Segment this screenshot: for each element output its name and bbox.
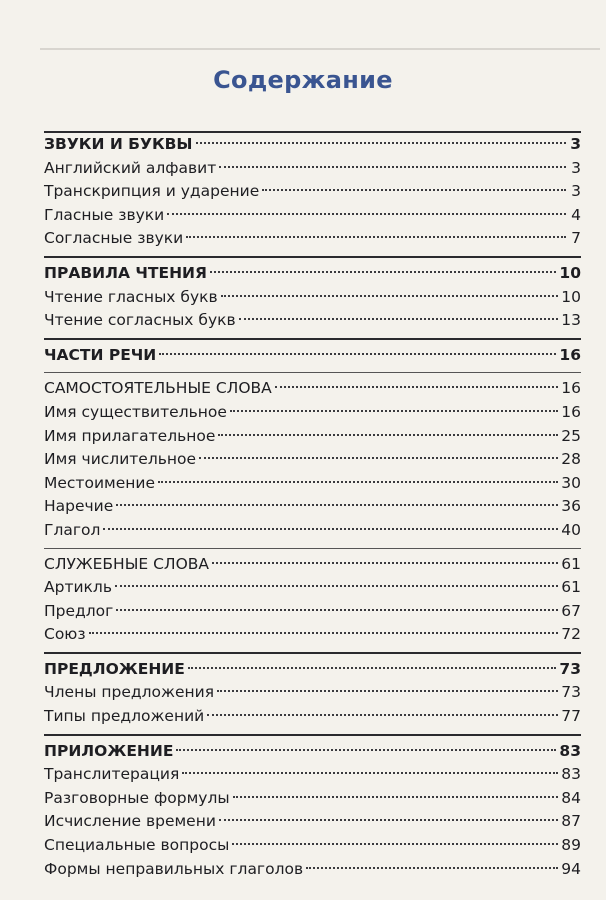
- toc-page-number: 89: [561, 836, 581, 855]
- toc-subheading-title: СЛУЖЕБНЫЕ СЛОВА: [44, 554, 210, 573]
- toc-heading[interactable]: [44, 658, 581, 682]
- toc-entry-title: Чтение гласных букв: [44, 287, 218, 306]
- dot-leader: [199, 456, 558, 459]
- toc-entry[interactable]: [44, 810, 581, 834]
- toc-page-number: 73: [561, 683, 581, 702]
- toc-entry-title: Глагол: [44, 520, 101, 539]
- toc-entry[interactable]: [44, 309, 581, 333]
- toc-entry[interactable]: [44, 472, 581, 496]
- toc-heading-title: ПРЕДЛОЖЕНИЕ: [44, 659, 185, 678]
- toc-entry[interactable]: [44, 705, 581, 729]
- toc-entry-title: Разговорные формулы: [44, 788, 230, 807]
- dot-leader: [89, 631, 559, 634]
- toc-page-number: 36: [561, 497, 581, 516]
- toc-subsection-function-words: [44, 553, 581, 647]
- toc-entry-title: Артикль: [44, 578, 112, 597]
- table-of-contents: [44, 131, 581, 881]
- dot-leader: [218, 433, 558, 436]
- toc-entry-title: Имя прилагательное: [44, 426, 216, 445]
- dot-leader: [186, 235, 566, 238]
- toc-entry[interactable]: [44, 204, 581, 228]
- dot-leader: [167, 212, 566, 215]
- toc-heading[interactable]: [44, 262, 581, 286]
- toc-page-number: 7: [571, 229, 581, 248]
- toc-entry[interactable]: [44, 600, 581, 624]
- dot-leader: [262, 188, 566, 191]
- toc-page-number: 83: [559, 741, 581, 760]
- section-divider: [44, 734, 581, 736]
- dot-leader: [212, 561, 558, 564]
- toc-subheading[interactable]: [44, 377, 581, 401]
- toc-heading[interactable]: [44, 740, 581, 764]
- toc-section-sounds-letters: [44, 133, 581, 251]
- toc-subheading-title: САМОСТОЯТЕЛЬНЫЕ СЛОВА: [44, 379, 272, 398]
- toc-page-number: 72: [561, 625, 581, 644]
- dot-leader: [176, 748, 556, 751]
- toc-page-number: 16: [561, 379, 581, 398]
- toc-entry[interactable]: [44, 858, 581, 882]
- dot-leader: [219, 165, 566, 168]
- toc-page-number: 84: [561, 788, 581, 807]
- toc-page-number: 77: [561, 707, 581, 726]
- toc-entry[interactable]: [44, 425, 581, 449]
- toc-entry[interactable]: [44, 519, 581, 543]
- toc-heading-title: ПРАВИЛА ЧТЕНИЯ: [44, 263, 207, 282]
- toc-entry[interactable]: [44, 286, 581, 310]
- toc-page-number: 10: [559, 263, 581, 282]
- toc-heading-title: ПРИЛОЖЕНИЕ: [44, 741, 174, 760]
- toc-entry[interactable]: [44, 576, 581, 600]
- toc-entry[interactable]: [44, 227, 581, 251]
- toc-entry[interactable]: [44, 401, 581, 425]
- dot-leader: [306, 866, 558, 869]
- toc-entry-title: Формы неправильных глаголов: [44, 859, 304, 878]
- toc-entry[interactable]: [44, 448, 581, 472]
- toc-page-number: 25: [561, 426, 581, 445]
- toc-section-appendix: [44, 740, 581, 882]
- toc-page-number: 16: [559, 345, 581, 364]
- dot-leader: [210, 270, 556, 273]
- toc-entry-title: Имя числительное: [44, 450, 197, 469]
- toc-entry[interactable]: [44, 681, 581, 705]
- toc-entry-title: Предлог: [44, 601, 114, 620]
- page-title: Содержание: [213, 66, 393, 94]
- toc-section-sentence: [44, 658, 581, 729]
- toc-section-reading-rules: [44, 262, 581, 333]
- dot-leader: [219, 818, 558, 821]
- bleed-through-header: [40, 18, 600, 50]
- toc-entry-title: Местоимение: [44, 473, 155, 492]
- toc-page-number: 61: [561, 578, 581, 597]
- section-divider: [44, 338, 581, 340]
- dot-leader: [116, 503, 558, 506]
- toc-subheading[interactable]: [44, 553, 581, 577]
- toc-entry[interactable]: [44, 763, 581, 787]
- toc-page-number: 87: [561, 812, 581, 831]
- toc-page-number: 13: [561, 311, 581, 330]
- toc-page-number: 83: [561, 765, 581, 784]
- dot-leader: [217, 689, 558, 692]
- toc-entry-title: Английский алфавит: [44, 158, 217, 177]
- dot-leader: [207, 713, 558, 716]
- toc-page-number: 40: [561, 520, 581, 539]
- toc-page-number: 16: [561, 402, 581, 421]
- toc-entry-title: Транскрипция и ударение: [44, 182, 260, 201]
- toc-heading[interactable]: [44, 344, 581, 368]
- toc-entry-title: Чтение согласных букв: [44, 311, 236, 330]
- toc-page-number: 28: [561, 450, 581, 469]
- toc-section-parts-of-speech: [44, 344, 581, 368]
- toc-entry[interactable]: [44, 180, 581, 204]
- subsection-divider: [44, 548, 581, 549]
- toc-entry-title: Транслитерация: [44, 765, 180, 784]
- toc-page-number: 73: [559, 659, 581, 678]
- dot-leader: [116, 608, 558, 611]
- toc-entry[interactable]: [44, 157, 581, 181]
- toc-entry-title: Специальные вопросы: [44, 836, 230, 855]
- toc-page-number: 94: [561, 859, 581, 878]
- toc-page-number: 61: [561, 554, 581, 573]
- toc-entry-title: Союз: [44, 625, 86, 644]
- toc-subsection-independent-words: [44, 377, 581, 542]
- toc-entry-title: Исчисление времени: [44, 812, 216, 831]
- dot-leader: [188, 666, 557, 669]
- dot-leader: [103, 527, 558, 530]
- dot-leader: [233, 795, 559, 798]
- dot-leader: [230, 409, 558, 412]
- subsection-divider: [44, 372, 581, 373]
- dot-leader: [159, 352, 556, 355]
- dot-leader: [182, 771, 558, 774]
- toc-entry[interactable]: [44, 834, 581, 858]
- section-divider: [44, 652, 581, 654]
- toc-page-number: 4: [571, 205, 581, 224]
- toc-page-number: 30: [561, 473, 581, 492]
- toc-entry-title: Типы предложений: [44, 707, 205, 726]
- toc-entry-title: Согласные звуки: [44, 229, 184, 248]
- toc-entry-title: Наречие: [44, 497, 114, 516]
- dot-leader: [239, 317, 559, 320]
- dot-leader: [158, 480, 558, 483]
- toc-page-number: 10: [561, 287, 581, 306]
- toc-entry[interactable]: [44, 787, 581, 811]
- toc-entry[interactable]: [44, 623, 581, 647]
- toc-entry-title: Имя существительное: [44, 402, 227, 421]
- toc-page-number: 3: [571, 158, 581, 177]
- toc-page-number: 3: [571, 182, 581, 201]
- toc-page-number: 3: [570, 135, 581, 153]
- dot-leader: [232, 842, 558, 845]
- dot-leader: [275, 385, 558, 388]
- toc-page-number: 67: [561, 601, 581, 620]
- dot-leader: [221, 294, 559, 297]
- toc-entry-title: Члены предложения: [44, 683, 215, 702]
- toc-heading[interactable]: [44, 133, 581, 157]
- toc-entry-title: Гласные звуки: [44, 205, 165, 224]
- section-divider: [44, 256, 581, 258]
- toc-heading-title: ЧАСТИ РЕЧИ: [44, 345, 157, 364]
- toc-heading-title: ЗВУКИ И БУКВЫ: [44, 135, 193, 153]
- toc-entry[interactable]: [44, 495, 581, 519]
- dot-leader: [196, 141, 567, 144]
- dot-leader: [115, 584, 558, 587]
